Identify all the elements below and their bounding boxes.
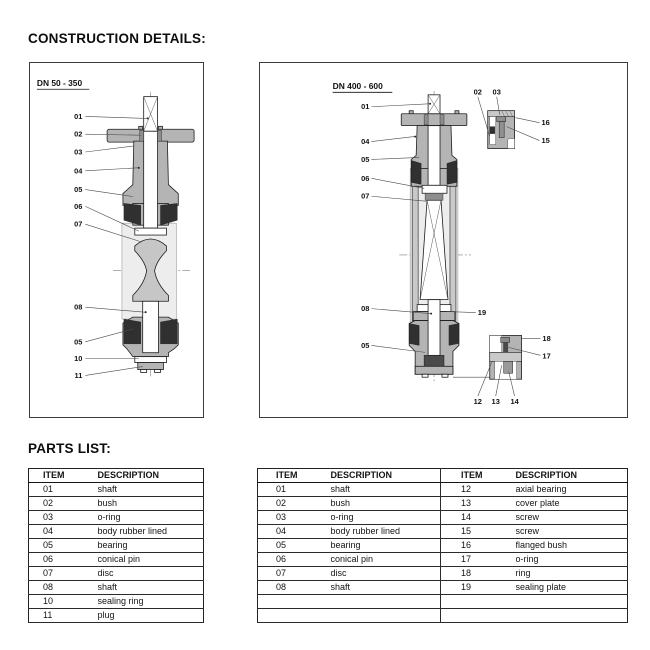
construction-details-title: CONSTRUCTION DETAILS: bbox=[28, 31, 206, 46]
col-header-description: DESCRIPTION bbox=[331, 469, 441, 483]
cell-item: 05 bbox=[258, 539, 331, 553]
cell-item: 03 bbox=[258, 511, 331, 525]
table-row bbox=[258, 483, 628, 497]
cell-item: 11 bbox=[29, 609, 98, 623]
cell-item: 08 bbox=[29, 581, 98, 595]
table-row-empty bbox=[258, 609, 628, 623]
table-row bbox=[258, 553, 628, 567]
cell-description: shaft bbox=[98, 483, 204, 497]
cell-description: disc bbox=[331, 567, 441, 581]
cell-description: disc bbox=[98, 567, 204, 581]
table-header-row bbox=[29, 469, 204, 483]
callout-05-lower: 05 bbox=[74, 337, 83, 347]
cell-description: axial bearing bbox=[516, 483, 628, 497]
upper-bearing-seal bbox=[411, 160, 421, 184]
cell-description: bearing bbox=[331, 539, 441, 553]
cell-item: 01 bbox=[29, 483, 98, 497]
lower-bearing-seal bbox=[124, 319, 141, 344]
cell-description: screw bbox=[516, 511, 628, 525]
cell-item: 02 bbox=[29, 497, 98, 511]
axial-bearing-block bbox=[424, 355, 444, 366]
leader-dot bbox=[414, 136, 416, 138]
leader-line-11 bbox=[85, 367, 142, 376]
callout-07: 07 bbox=[74, 219, 83, 229]
callout-02: 02 bbox=[473, 87, 482, 97]
cell-description: bush bbox=[331, 497, 441, 511]
table-row bbox=[258, 567, 628, 581]
leader-line-16 bbox=[516, 118, 540, 123]
callout-06: 06 bbox=[361, 173, 370, 183]
callout-13: 13 bbox=[491, 397, 500, 407]
cell-description bbox=[516, 609, 628, 623]
callout-10: 10 bbox=[74, 354, 83, 364]
upper-bearing-seal bbox=[447, 160, 457, 184]
shaft-end-cavity bbox=[490, 335, 502, 352]
lower-shaft bbox=[428, 300, 440, 356]
cell-item: 01 bbox=[258, 483, 331, 497]
parts-list-title: PARTS LIST: bbox=[28, 441, 111, 456]
cell-description: conical pin bbox=[98, 553, 204, 567]
cell-item: 15 bbox=[441, 525, 516, 539]
cell-description: sealing ring bbox=[98, 595, 204, 609]
callout-05: 05 bbox=[74, 185, 83, 195]
valve-section-dn50-350 bbox=[30, 63, 203, 417]
cell-description: o-ring bbox=[516, 553, 628, 567]
parts-table-right bbox=[257, 468, 628, 623]
cell-item: 07 bbox=[29, 567, 98, 581]
cell-description: sealing plate bbox=[516, 581, 628, 595]
plate-foot bbox=[442, 374, 448, 377]
table-row bbox=[29, 483, 204, 497]
table-row bbox=[258, 539, 628, 553]
flanged-bush-plate bbox=[488, 111, 515, 117]
table-row bbox=[258, 497, 628, 511]
leader-line-04 bbox=[371, 137, 414, 142]
cell-description: shaft bbox=[98, 581, 204, 595]
table-row bbox=[258, 511, 628, 525]
cell-item: 03 bbox=[29, 511, 98, 525]
bottom-plate bbox=[415, 366, 453, 374]
callout-04: 04 bbox=[361, 137, 370, 147]
leader-dot bbox=[147, 117, 149, 119]
cell-item bbox=[441, 595, 516, 609]
callout-14: 14 bbox=[510, 397, 519, 407]
callout-08: 08 bbox=[361, 304, 370, 314]
range-label-dn50-350: DN 50 - 350 bbox=[36, 77, 83, 88]
leader-dot bbox=[429, 103, 431, 105]
callout-18: 18 bbox=[542, 333, 551, 343]
inset-notch bbox=[508, 139, 515, 149]
callout-12: 12 bbox=[473, 397, 482, 407]
plate-foot bbox=[422, 374, 428, 377]
table-row bbox=[29, 609, 204, 623]
cell-item: 19 bbox=[441, 581, 516, 595]
callout-17: 17 bbox=[542, 351, 551, 361]
screw-head bbox=[497, 117, 506, 122]
cell-description: body rubber lined bbox=[98, 525, 204, 539]
cell-item bbox=[441, 609, 516, 623]
table-row bbox=[29, 553, 204, 567]
sealing-ring bbox=[135, 357, 167, 363]
table-row bbox=[29, 595, 204, 609]
cell-description: shaft bbox=[331, 483, 441, 497]
cell-item: 10 bbox=[29, 595, 98, 609]
disc-hub-cap bbox=[425, 193, 443, 200]
upper-bearing-seal bbox=[124, 203, 141, 225]
col-header-item: ITEM bbox=[441, 469, 516, 483]
cell-item bbox=[258, 595, 331, 609]
thrust-ring bbox=[422, 185, 447, 193]
callout-11: 11 bbox=[74, 370, 83, 380]
cell-item: 02 bbox=[258, 497, 331, 511]
cell-item: 08 bbox=[258, 581, 331, 595]
table-row bbox=[29, 525, 204, 539]
cell-description: cover plate bbox=[516, 497, 628, 511]
o-ring-seal bbox=[490, 127, 495, 134]
leader-dot bbox=[145, 311, 147, 313]
cell-item: 18 bbox=[441, 567, 516, 581]
cell-description: conical pin bbox=[331, 553, 441, 567]
table-row bbox=[29, 539, 204, 553]
cell-description: plug bbox=[98, 609, 204, 623]
callout-03: 03 bbox=[74, 147, 83, 157]
cell-item: 14 bbox=[441, 511, 516, 525]
diagram-dn50-350 bbox=[29, 62, 204, 418]
parts-table-left bbox=[28, 468, 204, 623]
cell-description: bush bbox=[98, 497, 204, 511]
screw-shaft bbox=[499, 122, 504, 138]
col-header-description: DESCRIPTION bbox=[98, 469, 204, 483]
range-label-dn400-600: DN 400 - 600 bbox=[332, 80, 383, 91]
leader-line-04 bbox=[85, 168, 137, 171]
shaft-bore bbox=[428, 126, 440, 186]
col-header-item: ITEM bbox=[29, 469, 98, 483]
cell-item: 05 bbox=[29, 539, 98, 553]
leader-dot bbox=[138, 167, 140, 169]
leader-line-01 bbox=[371, 104, 429, 107]
cover-screw bbox=[504, 361, 513, 373]
cell-item: 04 bbox=[258, 525, 331, 539]
shaft-bore bbox=[144, 131, 158, 228]
callout-07: 07 bbox=[361, 191, 370, 201]
table-row bbox=[258, 525, 628, 539]
callout-01: 01 bbox=[74, 111, 83, 121]
callout-02: 02 bbox=[74, 129, 83, 139]
callout-16: 16 bbox=[541, 118, 550, 128]
lower-shaft bbox=[143, 301, 159, 352]
lower-bearing-seal bbox=[449, 324, 459, 346]
col-header-item: ITEM bbox=[258, 469, 331, 483]
table-header-row bbox=[258, 469, 628, 483]
cell-description: shaft bbox=[331, 581, 441, 595]
valve-section-dn400-600 bbox=[260, 63, 627, 417]
table-row-empty bbox=[258, 595, 628, 609]
cell-description: ring bbox=[516, 567, 628, 581]
cell-item bbox=[258, 609, 331, 623]
thrust-ring bbox=[135, 228, 167, 235]
table-row bbox=[29, 497, 204, 511]
cell-description: flanged bush bbox=[516, 539, 628, 553]
table-row bbox=[258, 581, 628, 595]
top-flange bbox=[401, 114, 467, 126]
callout-05-lower: 05 bbox=[361, 340, 370, 350]
table-row bbox=[29, 581, 204, 595]
cell-description bbox=[516, 595, 628, 609]
upper-bearing-seal bbox=[160, 203, 177, 225]
table-row bbox=[29, 511, 204, 525]
ring bbox=[501, 337, 510, 342]
cell-item: 06 bbox=[29, 553, 98, 567]
bush bbox=[140, 130, 144, 141]
plug-foot bbox=[141, 370, 147, 373]
callout-01: 01 bbox=[361, 102, 370, 112]
cell-description bbox=[331, 609, 441, 623]
callout-06: 06 bbox=[74, 201, 83, 211]
col-header-description: DESCRIPTION bbox=[516, 469, 628, 483]
callout-19: 19 bbox=[477, 308, 487, 318]
cell-description: o-ring bbox=[331, 511, 441, 525]
cell-item: 06 bbox=[258, 553, 331, 567]
cell-item: 16 bbox=[441, 539, 516, 553]
callout-05: 05 bbox=[361, 154, 370, 164]
o-ring-lower bbox=[503, 342, 508, 352]
cell-item: 13 bbox=[441, 497, 516, 511]
lower-bearing-seal bbox=[160, 319, 177, 344]
cell-item: 07 bbox=[258, 567, 331, 581]
cell-item: 17 bbox=[441, 553, 516, 567]
lower-bearing-seal bbox=[409, 324, 419, 346]
cell-item: 04 bbox=[29, 525, 98, 539]
bearing-band bbox=[490, 352, 522, 361]
plug-foot bbox=[155, 370, 161, 373]
callout-03: 03 bbox=[492, 87, 501, 97]
leader-line-01 bbox=[85, 116, 146, 118]
cell-description: o-ring bbox=[98, 511, 204, 525]
bush bbox=[158, 130, 162, 141]
cell-description: screw bbox=[516, 525, 628, 539]
bush bbox=[424, 115, 428, 125]
callout-08: 08 bbox=[74, 302, 83, 312]
table-row bbox=[29, 567, 204, 581]
cell-description bbox=[331, 595, 441, 609]
callout-15: 15 bbox=[541, 136, 550, 146]
cell-description: body rubber lined bbox=[331, 525, 441, 539]
cell-description: bearing bbox=[98, 539, 204, 553]
callout-04: 04 bbox=[74, 166, 83, 176]
diagram-dn400-600 bbox=[259, 62, 628, 418]
leader-dot bbox=[430, 313, 432, 315]
cell-item: 12 bbox=[441, 483, 516, 497]
plug bbox=[138, 363, 164, 370]
leader-line-03 bbox=[85, 146, 132, 152]
bush bbox=[440, 115, 444, 125]
